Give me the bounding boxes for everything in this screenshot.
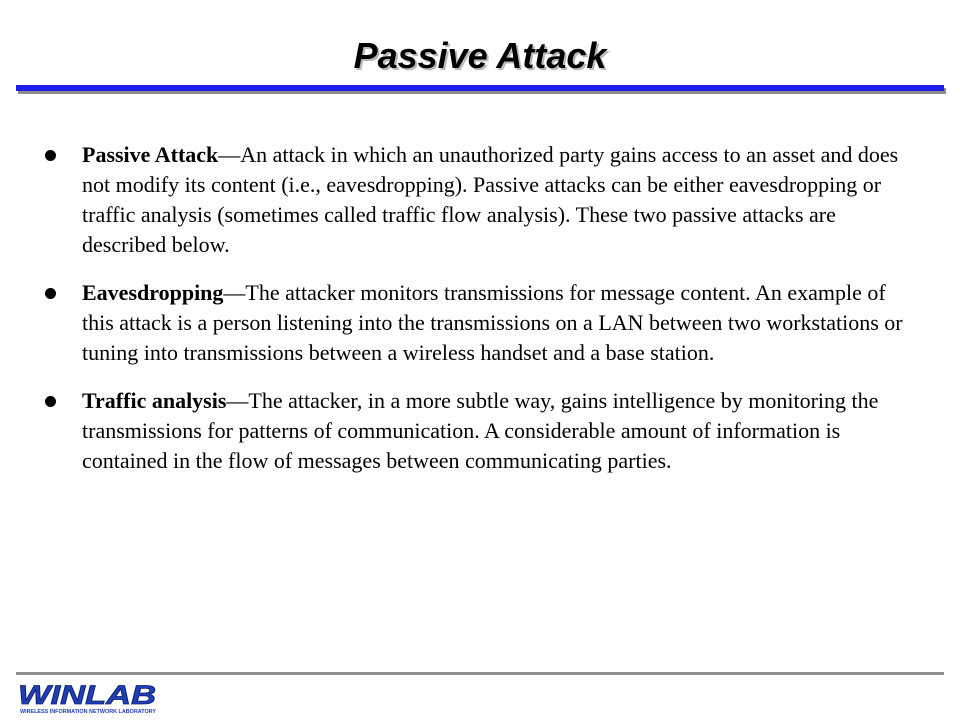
- bullet-item: [40, 386, 920, 476]
- footer-divider: [16, 672, 944, 675]
- bullet-text: —The attacker, in a more subtle way, gains intelligence by monitoring the transmissions for patterns of communication. A considerable amount of information is contained in the flow of messages between communicating parties.: [82, 388, 879, 473]
- logo-wordmark: WINLAB: [18, 680, 156, 710]
- bullet-term: Passive Attack: [82, 142, 219, 167]
- bullet-term: Traffic analysis: [82, 388, 227, 413]
- bullet-term: Eavesdropping: [82, 280, 224, 305]
- bullet-item: [40, 140, 920, 260]
- slide-title: Passive Attack: [353, 35, 607, 76]
- winlab-logo: [16, 680, 166, 716]
- bullet-list: [40, 140, 920, 494]
- bullet-dot-icon: [45, 150, 56, 161]
- bullet-text: —The attacker monitors transmissions for message content. An example of this attack is a person listening into the transmissions on a LAN between two workstations or tuning into transmissions between a wireless handset and a base station.: [82, 280, 903, 365]
- bullet-dot-icon: [45, 396, 56, 407]
- bullet-dot-icon: [45, 288, 56, 299]
- bullet-text: —An attack in which an unauthorized party gains access to an asset and does not modify its content (i.e., eavesdropping). Passive attacks can be either eavesdropping or traffic analysis (sometimes called traffic flow analysis). These two passive attacks are described below.: [82, 142, 899, 257]
- logo-subtext: WIRELESS INFORMATION NETWORK LABORATORY: [20, 709, 157, 715]
- bullet-item: [40, 278, 920, 368]
- title-underline: [16, 85, 944, 91]
